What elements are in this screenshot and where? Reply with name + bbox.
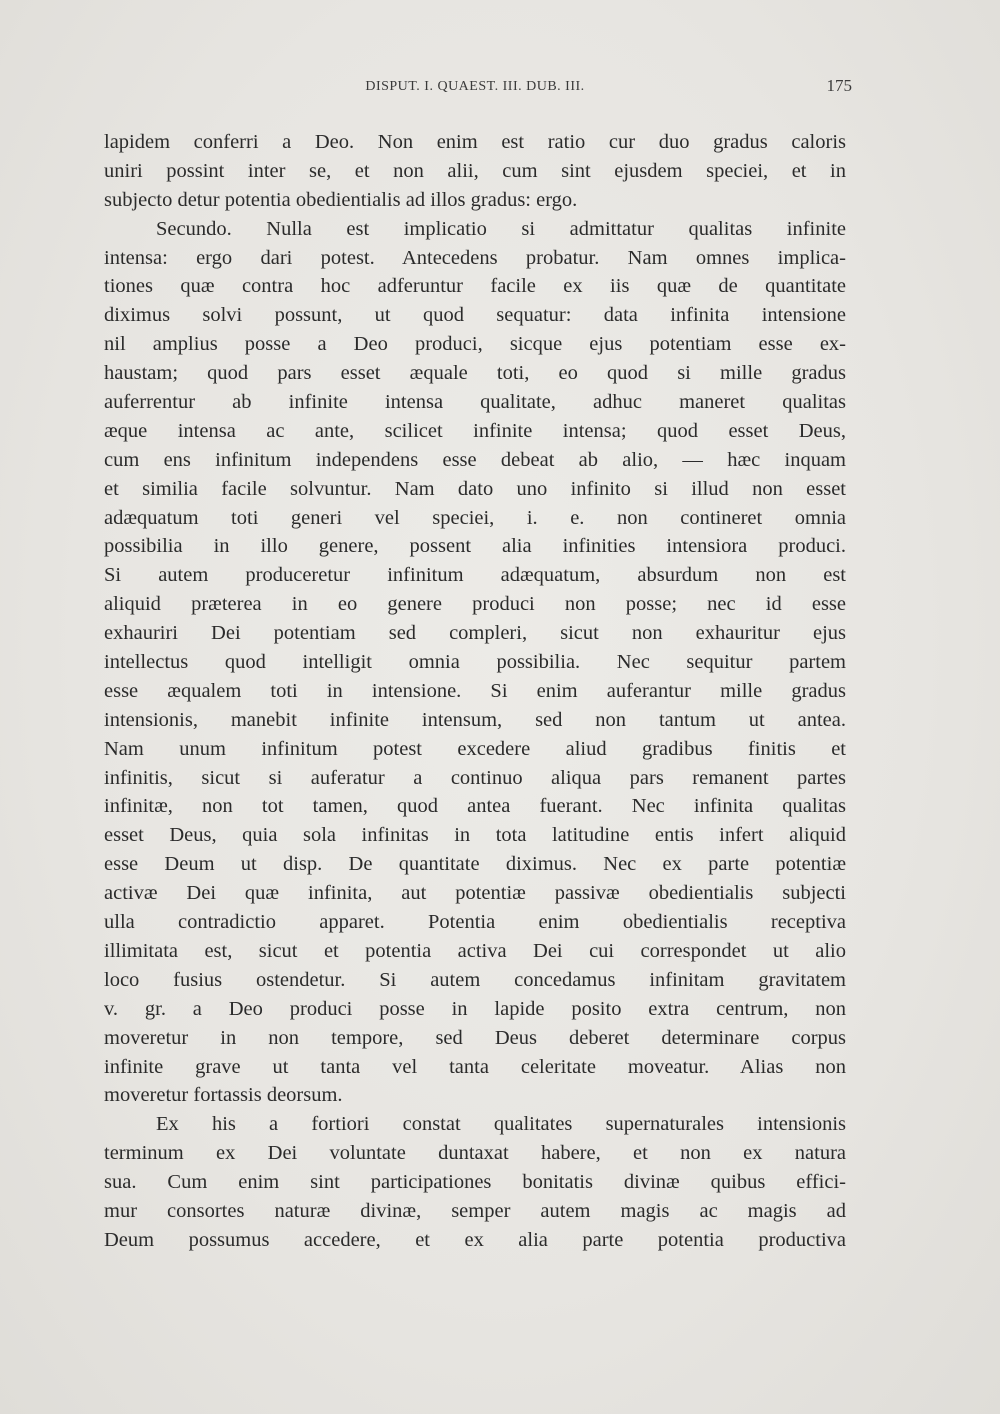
text-line: esse Deum ut disp. De quantitate diximus. Nec ex parte potentiæ <box>104 853 846 876</box>
text-line: æque intensa ac ante, scilicet infinite intensa; quod esset Deus, <box>104 419 846 442</box>
text-line: nil amplius posse a Deo produci, sicque ejus potentiam esse ex- <box>104 333 846 356</box>
text-line: Nam unum infinitum potest excedere aliud gradibus finitis et <box>104 737 846 760</box>
text-line: diximus solvi possunt, ut quod sequatur: data infinita intensione <box>104 304 846 327</box>
text-line: Ex his a fortiori constat qualitates supernaturales intensionis <box>156 1113 846 1136</box>
text-line: subjecto detur potentia obedientialis ad illos gradus: ergo. <box>104 188 578 211</box>
text-line: uniri possint inter se, et non alii, cum sint ejusdem speciei, et in <box>104 159 846 182</box>
text-line: et similia facile solvuntur. Nam dato uno infinito si illud non esset <box>104 477 846 500</box>
running-head <box>104 76 852 101</box>
text-line: activæ Dei quæ infinita, aut potentiæ passivæ obedientialis subjecti <box>104 882 846 905</box>
text-line: esse æqualem toti in intensione. Si enim auferantur mille gradus <box>104 679 846 702</box>
text-line: sua. Cum enim sint participationes bonitatis divinæ quibus effici- <box>104 1171 846 1194</box>
text-line: Secundo. Nulla est implicatio si admittatur qualitas infinite <box>156 217 846 240</box>
text-line: possibilia in illo genere, possent alia infinities intensiora produci. <box>104 535 846 558</box>
text-line: tiones quæ contra hoc adferuntur facile ex iis quæ de quantitate <box>104 275 846 298</box>
text-line: haustam; quod pars esset æquale toti, eo quod si mille gradus <box>104 362 846 385</box>
text-line: intensionis, manebit infinite intensum, sed non tantum ut antea. <box>104 708 846 731</box>
text-line: loco fusius ostendetur. Si autem concedamus infinitam gravitatem <box>104 968 846 991</box>
text-line: adæquatum toti generi vel speciei, i. e. non contineret omnia <box>104 506 846 529</box>
body-text <box>104 128 846 1255</box>
text-line: illimitata est, sicut et potentia activa Dei cui correspondet ut alio <box>104 939 846 962</box>
text-line: mur consortes naturæ divinæ, semper autem magis ac magis ad <box>104 1199 846 1222</box>
text-line: cum ens infinitum independens esse debeat ab alio, — hæc inquam <box>104 448 846 471</box>
text-line: moveretur fortassis deorsum. <box>104 1084 343 1107</box>
text-line: v. gr. a Deo produci posse in lapide posito extra centrum, non <box>104 997 846 1020</box>
text-line: esset Deus, quia sola infinitas in tota latitudine entis infert aliquid <box>104 824 846 847</box>
running-title: DISPUT. I. QUAEST. III. DUB. III. <box>365 79 585 94</box>
text-line: ulla contradictio apparet. Potentia enim obedientialis receptiva <box>104 911 846 934</box>
text-line: intensa: ergo dari potest. Antecedens probatur. Nam omnes implica- <box>104 246 846 269</box>
text-line: terminum ex Dei voluntate duntaxat habere, et non ex natura <box>104 1142 846 1165</box>
text-line: auferrentur ab infinite intensa qualitate, adhuc maneret qualitas <box>104 391 846 414</box>
text-line: intellectus quod intelligit omnia possibilia. Nec sequitur partem <box>104 651 846 674</box>
text-line: infinitis, sicut si auferatur a continuo aliqua pars remanent partes <box>104 766 846 789</box>
text-line: aliquid præterea in eo genere produci non posse; nec id esse <box>104 593 846 616</box>
text-line: moveretur in non tempore, sed Deus deberet determinare corpus <box>104 1026 846 1049</box>
text-line: exhauriri Dei potentiam sed compleri, sicut non exhauritur ejus <box>104 622 846 645</box>
text-line: Si autem produceretur infinitum adæquatum, absurdum non est <box>104 564 846 587</box>
text-line: infinite grave ut tanta vel tanta celeritate moveatur. Alias non <box>104 1055 846 1078</box>
page-number: 175 <box>826 76 852 95</box>
text-line: Deum possumus accedere, et ex alia parte potentia productiva <box>104 1228 846 1251</box>
text-line: infinitæ, non tot tamen, quod antea fuerant. Nec infinita qualitas <box>104 795 846 818</box>
text-line: lapidem conferri a Deo. Non enim est ratio cur duo gradus caloris <box>104 131 846 153</box>
